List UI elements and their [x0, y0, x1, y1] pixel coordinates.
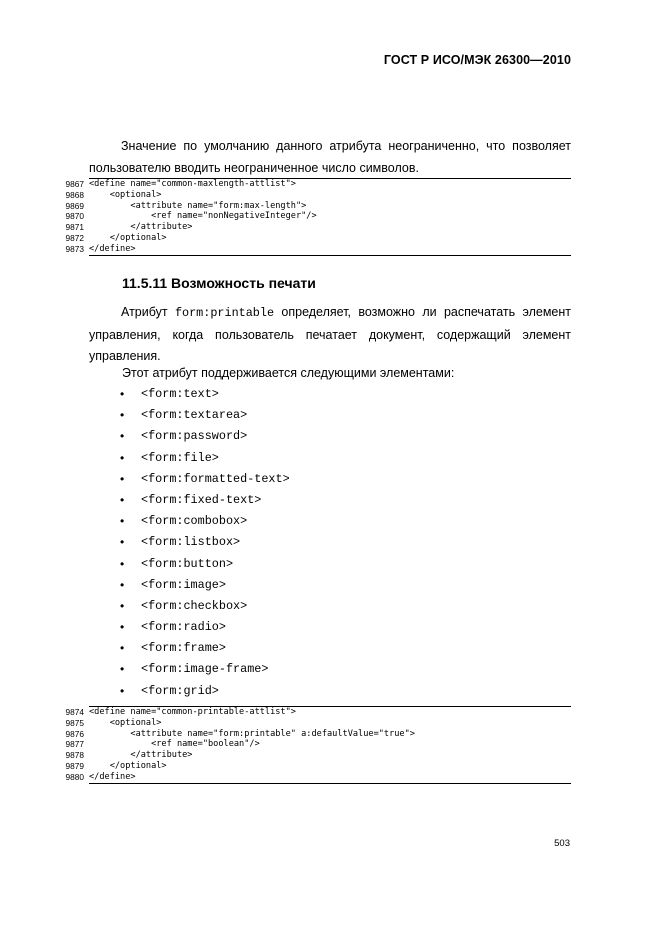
code-line [65, 232, 571, 244]
list-item-text: <form:radio> [141, 620, 226, 635]
code-text: <optional> [89, 717, 162, 728]
list-item-text: <form:grid> [141, 683, 219, 698]
code-line [65, 200, 571, 212]
printable-prefix: Атрибут [121, 305, 175, 319]
line-number: 9873 [65, 243, 84, 254]
code-block-maxlength [65, 178, 571, 256]
code-line [65, 243, 571, 255]
code-line [65, 211, 571, 222]
list-item [120, 617, 290, 638]
code-line [65, 728, 571, 740]
intro-paragraph: Значение по умолчанию данного атрибута неограниченно, что позволяет пользователю вводить неограниченное число символов. [89, 139, 571, 175]
list-item [120, 659, 290, 680]
line-number: 9869 [65, 200, 84, 211]
list-item [120, 681, 290, 702]
list-item [120, 448, 290, 469]
code-line [65, 760, 571, 772]
list-item [120, 554, 290, 575]
code-text: <optional> [89, 189, 162, 200]
bullet-icon: • [120, 620, 125, 635]
code-text: <ref name="nonNegativeInteger"/> [89, 211, 317, 222]
list-item-text: <form:formatted-text> [141, 471, 290, 486]
list-item-text: <form:file> [141, 450, 219, 465]
line-number: 9868 [65, 189, 84, 200]
code-line [65, 771, 571, 783]
line-number: 9872 [65, 232, 84, 243]
page-number: 503 [554, 838, 570, 849]
line-number: 9870 [65, 211, 84, 222]
code-line [65, 750, 571, 761]
printable-paragraph [89, 302, 571, 368]
list-item [120, 511, 290, 532]
code-line [65, 189, 571, 201]
bullet-icon: • [120, 535, 125, 550]
code-text: </attribute> [89, 222, 193, 233]
code-block-printable [65, 706, 571, 784]
list-item-text: <form:button> [141, 556, 234, 571]
code-line [65, 222, 571, 233]
list-item [120, 469, 290, 490]
printable-attribute: form:printable [174, 306, 275, 320]
code-text: <define name="common-maxlength-attlist"> [89, 179, 296, 189]
code-line [65, 739, 571, 750]
bullet-icon: • [120, 662, 125, 677]
code-text: <define name="common-printable-attlist"> [89, 707, 296, 717]
line-number: 9877 [65, 739, 84, 750]
bullet-icon: • [120, 471, 125, 486]
list-item-text: <form:password> [141, 429, 248, 444]
code-text: </attribute> [89, 750, 193, 761]
bullet-icon: • [120, 556, 125, 571]
list-item-text: <form:checkbox> [141, 598, 248, 613]
line-number: 9878 [65, 750, 84, 761]
bullet-icon: • [120, 492, 125, 507]
code-line [65, 707, 571, 718]
list-item [120, 575, 290, 596]
element-list [120, 384, 290, 702]
line-number: 9880 [65, 771, 84, 782]
printable-suffix: определяет, возможно ли распечатать элемент управления, когда пользователь печатает документ, содержащий элемент управления. [89, 305, 571, 363]
code-text: </define> [89, 243, 136, 254]
line-number: 9867 [65, 179, 84, 189]
line-number: 9875 [65, 717, 84, 728]
list-item-text: <form:listbox> [141, 535, 241, 550]
bullet-icon: • [120, 387, 125, 401]
code-line [65, 179, 571, 190]
list-item-text: <form:text> [141, 387, 219, 401]
code-text: <attribute name="form:max-length"> [89, 200, 307, 211]
section-title: 11.5.11 Возможность печати [122, 275, 316, 291]
code-text: </optional> [89, 232, 167, 243]
bullet-icon: • [120, 429, 125, 444]
bullet-icon: • [120, 450, 125, 465]
line-number: 9871 [65, 222, 84, 233]
bullet-icon: • [120, 641, 125, 656]
bullet-icon: • [120, 683, 125, 698]
list-item-text: <form:image-frame> [141, 662, 269, 677]
code-text: </optional> [89, 760, 167, 771]
list-item [120, 426, 290, 447]
line-number: 9879 [65, 760, 84, 771]
list-item [120, 596, 290, 617]
line-number: 9874 [65, 707, 84, 717]
list-item [120, 532, 290, 553]
document-header: ГОСТ Р ИСО/МЭК 26300—2010 [383, 53, 571, 67]
bullet-icon: • [120, 598, 125, 613]
bullet-icon: • [120, 408, 125, 423]
code-text: <attribute name="form:printable" a:defaultValue="true"> [89, 728, 415, 739]
list-item-text: <form:frame> [141, 641, 226, 656]
list-item-text: <form:textarea> [141, 408, 248, 423]
list-item-text: <form:combobox> [141, 514, 248, 529]
list-item-text: <form:image> [141, 577, 226, 592]
list-item [120, 638, 290, 659]
list-item-text: <form:fixed-text> [141, 492, 262, 507]
code-line [65, 717, 571, 729]
supported-intro: Этот атрибут поддерживается следующими элементами: [122, 366, 455, 380]
list-item [120, 384, 290, 405]
list-item [120, 490, 290, 511]
list-item [120, 405, 290, 426]
code-text: <ref name="boolean"/> [89, 739, 260, 750]
line-number: 9876 [65, 728, 84, 739]
code-text: </define> [89, 771, 136, 782]
bullet-icon: • [120, 577, 125, 592]
bullet-icon: • [120, 514, 125, 529]
